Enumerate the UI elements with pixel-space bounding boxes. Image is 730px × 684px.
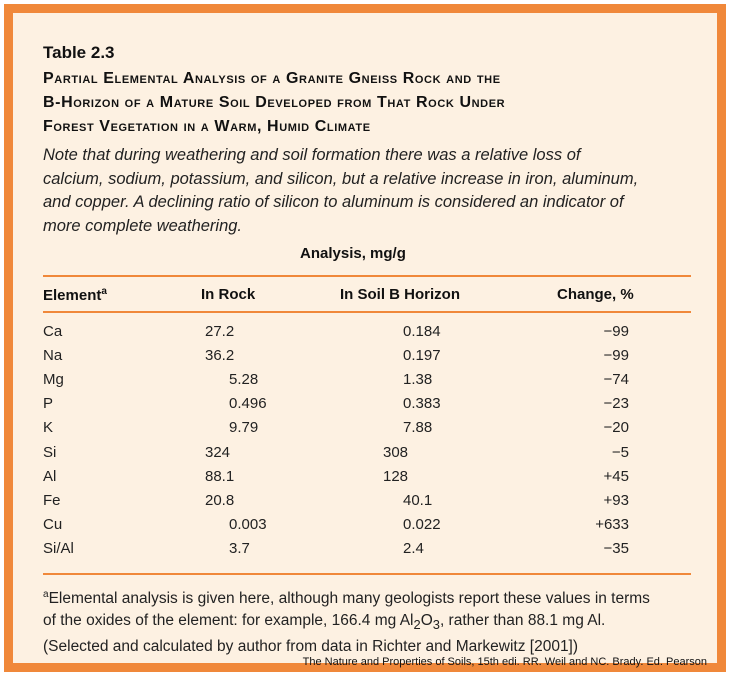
cell-change: −5	[611, 444, 629, 461]
footnote-marker: a	[101, 286, 107, 297]
cell-change: −99	[603, 347, 629, 364]
cell-rock: 88.1	[205, 468, 235, 485]
cell-soil: 128	[383, 468, 409, 485]
column-header-soil: In Soil B Horizon	[340, 286, 460, 303]
cell-element: K	[43, 419, 54, 436]
column-header-change: Change, %	[557, 286, 634, 303]
subscript: 3	[432, 617, 440, 633]
cell-soil: 1.38	[403, 371, 433, 388]
rule-bottom	[43, 573, 691, 575]
note-line: more complete weathering.	[43, 216, 243, 235]
cell-rock: 9.79	[229, 419, 259, 436]
cell-rock: 0.003	[229, 516, 267, 533]
table-number: Table 2.3	[43, 43, 115, 62]
cell-rock: 324	[205, 444, 231, 461]
cell-rock: 20.8	[205, 492, 235, 509]
cell-soil: 0.184	[403, 323, 441, 340]
column-header-element-label: Element	[43, 287, 102, 304]
column-header-element	[43, 286, 107, 304]
cell-soil: 0.197	[403, 347, 441, 364]
column-header-rock: In Rock	[201, 286, 256, 303]
table-title	[43, 67, 703, 139]
cell-rock: 5.28	[229, 371, 259, 388]
cell-rock: 27.2	[205, 323, 235, 340]
footnote-line: (Selected and calculated by author from data in Richter and Markewitz [2001])	[43, 638, 579, 656]
cell-element: Si/Al	[43, 540, 74, 557]
cell-rock: 0.496	[229, 395, 267, 412]
cell-element: Mg	[43, 371, 64, 388]
footnote-text: O	[420, 612, 433, 630]
table-title-line: Partial Elemental Analysis of a Granite Gneiss Rock and the	[43, 70, 501, 87]
cell-change: +45	[603, 468, 629, 485]
cell-soil: 0.383	[403, 395, 441, 412]
cell-element: P	[43, 395, 54, 412]
cell-element: Fe	[43, 492, 61, 509]
table-frame	[4, 4, 726, 672]
cell-element: Al	[43, 468, 57, 485]
cell-change: +93	[603, 492, 629, 509]
cell-change: +633	[595, 516, 629, 533]
table-note	[43, 144, 703, 238]
footnote-text: Elemental analysis is given here, although many geologists report these values in terms	[48, 590, 650, 608]
subscript: 2	[413, 617, 421, 633]
cell-change: −23	[603, 395, 629, 412]
footnote-line	[43, 584, 713, 610]
footnote-line	[43, 610, 713, 636]
table-content	[13, 13, 717, 668]
cell-element: Cu	[43, 516, 63, 533]
cell-rock: 36.2	[205, 347, 235, 364]
note-line: calcium, sodium, potassium, and silicon, but a relative increase in iron, aluminum,	[43, 169, 639, 188]
footnote	[43, 584, 713, 658]
rule-header	[43, 311, 691, 313]
cell-change: −20	[603, 419, 629, 436]
footnote-marker: a	[43, 589, 49, 600]
rule-top	[43, 275, 691, 277]
cell-element: Na	[43, 347, 63, 364]
cell-element: Ca	[43, 323, 63, 340]
cell-soil: 7.88	[403, 419, 433, 436]
cell-soil: 308	[383, 444, 409, 461]
cell-soil: 40.1	[403, 492, 433, 509]
cell-change: −35	[603, 540, 629, 557]
source-credit: The Nature and Properties of Soils, 15th edi. RR. Weil and NC. Brady. Ed. Pearson	[302, 656, 707, 668]
footnote-text: , rather than 88.1 mg Al.	[439, 612, 606, 630]
cell-change: −74	[603, 371, 629, 388]
note-line: and copper. A declining ratio of silicon to aluminum is considered an indicator of	[43, 193, 624, 211]
cell-change: −99	[603, 323, 629, 340]
table-title-line: Forest Vegetation in a Warm, Humid Climate	[43, 118, 371, 135]
cell-soil: 0.022	[403, 516, 441, 533]
analysis-header: Analysis, mg/g	[300, 245, 406, 262]
cell-soil: 2.4	[403, 540, 424, 557]
note-line: Note that during weathering and soil formation there was a relative loss of	[43, 146, 581, 164]
cell-element: Si	[43, 444, 57, 461]
footnote-text: of the oxides of the element: for example, 166.4 mg Al	[43, 612, 414, 630]
cell-rock: 3.7	[229, 540, 250, 557]
table-title-line: B-Horizon of a Mature Soil Developed from That Rock Under	[43, 94, 506, 111]
